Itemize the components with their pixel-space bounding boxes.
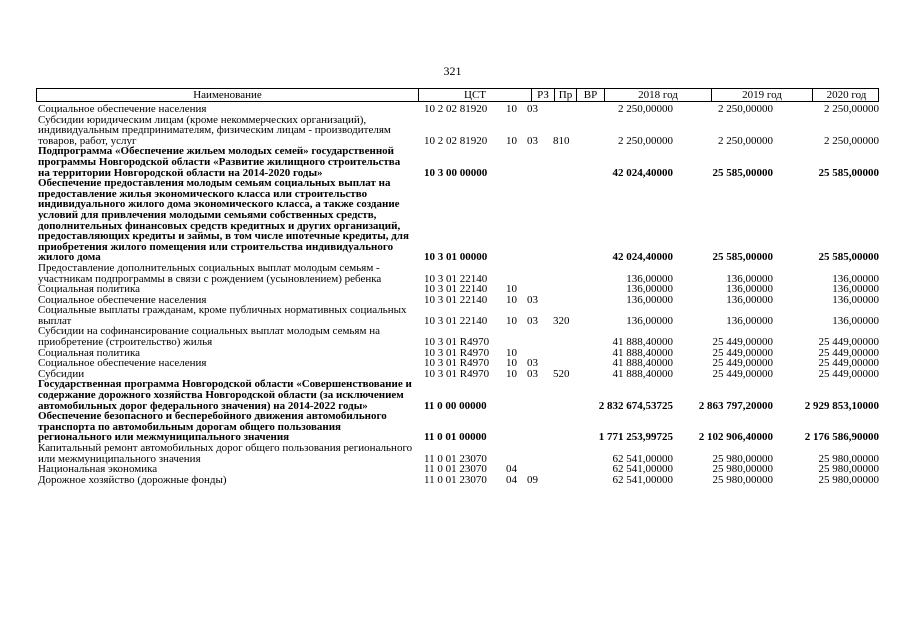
row-rz: 10: [506, 134, 517, 147]
row-2020: 25 449,00000: [818, 367, 879, 380]
row-cst: 10 3 01 R4970: [424, 346, 490, 359]
row-rz: 04: [506, 473, 517, 486]
row-name: Предоставление дополнительных социальных выплат молодым семьям - участникам подпрограммы в связи с рождением (усыновлением) ребенка: [38, 261, 382, 285]
row-2020: 25 449,00000: [818, 336, 879, 349]
row-2019: 25 585,00000: [712, 166, 773, 179]
row-2018: 62 541,00000: [612, 473, 673, 486]
row-rz: 10: [506, 357, 517, 370]
row-2018: 136,00000: [626, 314, 673, 327]
row-2020: 136,00000: [832, 293, 879, 306]
row-2018: 41 888,40000: [612, 336, 673, 349]
row-2019: 2 250,00000: [718, 103, 773, 115]
row-rz: 04: [506, 463, 517, 476]
table-row: [0, 146, 905, 178]
row-rz: 10: [506, 293, 517, 306]
row-2020: 25 980,00000: [818, 473, 879, 486]
table-row: [0, 263, 905, 284]
header-pr: Пр: [555, 89, 577, 101]
header-2018: 2018 год: [605, 89, 712, 101]
row-cst: 10 3 01 00000: [424, 251, 488, 264]
row-name: Государственная программа Новгородской области «Совершенствование и содержание дорожного хозяйства Новгородской области (за исключением автомобильных дорог федерального значения) на 2014-2022 годы»: [38, 378, 412, 412]
row-name: Национальная экономика: [38, 463, 158, 476]
row-2020: 136,00000: [832, 272, 879, 285]
row-cst: 11 0 01 00000: [424, 431, 487, 444]
row-2018: 136,00000: [626, 293, 673, 306]
row-pr: 03: [527, 367, 538, 380]
row-cst: 10 3 01 22140: [424, 283, 488, 296]
row-name: Социальное обеспечение населения: [38, 293, 207, 306]
row-2018: 2 250,00000: [618, 134, 673, 147]
header-2019: 2019 год: [712, 89, 813, 101]
row-2020: 2 176 586,90000: [804, 431, 879, 444]
row-2018: 62 541,00000: [612, 452, 673, 465]
row-cst: 10 3 01 22140: [424, 272, 488, 285]
page-number: 321: [443, 64, 462, 78]
row-2019: 25 449,00000: [712, 336, 773, 349]
table-row: [0, 411, 905, 443]
row-name: Социальные выплаты гражданам, кроме публичных нормативных социальных выплат: [38, 304, 407, 327]
row-2019: 136,00000: [726, 283, 773, 296]
row-name: Капитальный ремонт автомобильных дорог общего пользования регионального или межмуниципального значения: [38, 442, 413, 465]
table-row: [0, 475, 905, 486]
row-2020: 25 585,00000: [818, 251, 879, 264]
row-2020: 2 250,00000: [824, 134, 879, 147]
row-name: Обеспечение предоставления молодым семьям социальных выплат на предоставление жилья экономического класса или строительство индивидуального жилого дома экономического класса, а также создание условий для привлечения молодыми семьями собственных средств, дополнительных финансовых средств кредитных и других организаций, предоставляющих кредиты и займы, в том числе ипотечные кредиты, для приобретения жилого помещения или строительства индивидуального жилого дома: [38, 177, 409, 264]
row-pr: 09: [527, 473, 538, 486]
row-2019: 25 980,00000: [712, 473, 773, 486]
row-2018: 42 024,40000: [612, 251, 673, 264]
row-2018: 62 541,00000: [612, 463, 673, 476]
row-2018: 2 832 674,53725: [598, 399, 673, 412]
row-2019: 136,00000: [726, 314, 773, 327]
row-rz: 10: [506, 283, 517, 296]
table-row: [0, 104, 905, 115]
row-rz: 10: [506, 346, 517, 359]
row-2018: 41 888,40000: [612, 367, 673, 380]
header-vr: ВР: [577, 89, 605, 101]
table-row: [0, 379, 905, 411]
row-2019: 136,00000: [726, 293, 773, 306]
row-cst: 10 3 01 22140: [424, 314, 488, 327]
row-2019: 25 449,00000: [712, 346, 773, 359]
row-2020: 136,00000: [832, 314, 879, 327]
row-2019: 25 980,00000: [712, 452, 773, 465]
row-name: Дорожное хозяйство (дорожные фонды): [38, 473, 227, 486]
row-pr: 03: [527, 357, 538, 370]
row-cst: 10 2 02 81920: [424, 134, 488, 147]
row-2019: 25 980,00000: [712, 463, 773, 476]
row-2018: 2 250,00000: [618, 103, 673, 115]
row-pr: 03: [527, 314, 538, 327]
row-2020: 25 585,00000: [818, 166, 879, 179]
row-rz: 10: [506, 314, 517, 327]
row-2020: 25 980,00000: [818, 452, 879, 465]
row-2020: 25 980,00000: [818, 463, 879, 476]
row-vr: 810: [553, 134, 570, 147]
row-name: Обеспечение безопасного и бесперебойного движения автомобильного транспорта по автомобильным дорогам общего пользования регионального или межмуниципального значения: [38, 410, 387, 444]
row-name: Социальная политика: [38, 283, 141, 296]
row-cst: 11 0 01 23070: [424, 452, 487, 465]
row-2019: 25 585,00000: [712, 251, 773, 264]
row-vr: 320: [553, 314, 570, 327]
row-2020: 136,00000: [832, 283, 879, 296]
table-row: [0, 115, 905, 147]
table-header: [36, 88, 879, 102]
row-rz: 10: [506, 367, 517, 380]
row-cst: 10 3 01 22140: [424, 293, 488, 306]
row-rz: 10: [506, 103, 517, 115]
table-row: [0, 326, 905, 347]
header-2020: 2020 год: [826, 89, 867, 101]
row-cst: 11 0 00 00000: [424, 399, 487, 412]
row-2019: 2 102 906,40000: [698, 431, 773, 444]
header-name: Наименование: [37, 89, 419, 101]
row-2019: 25 449,00000: [712, 357, 773, 370]
row-cst: 10 3 01 R4970: [424, 336, 490, 349]
row-name: Социальная политика: [38, 346, 141, 359]
row-cst: 10 3 01 R4970: [424, 367, 490, 380]
row-2020: 2 250,00000: [824, 103, 879, 115]
row-2018: 1 771 253,99725: [598, 431, 673, 444]
row-2018: 136,00000: [626, 283, 673, 296]
table-row: [0, 443, 905, 464]
row-pr: 03: [527, 103, 538, 115]
row-2018: 42 024,40000: [612, 166, 673, 179]
row-2020: 2 929 853,10000: [804, 399, 879, 412]
table-row: [0, 178, 905, 263]
row-cst: 10 3 00 00000: [424, 166, 488, 179]
row-name: Субсидии на софинансирование социальных выплат молодым семьям на приобретение (строительство) жилья: [38, 325, 380, 349]
row-2020: 25 449,00000: [818, 346, 879, 359]
row-2019: 25 449,00000: [712, 367, 773, 380]
row-cst: 10 3 01 R4970: [424, 357, 490, 370]
row-cst: 11 0 01 23070: [424, 473, 487, 486]
row-name: Подпрограмма «Обеспечение жильем молодых семей» государственной программы Новгородской области «Развитие жилищного строительства на территории Новгородской области на 2014-2020 годы»: [38, 145, 401, 179]
row-2018: 41 888,40000: [612, 357, 673, 370]
row-2018: 41 888,40000: [612, 346, 673, 359]
row-pr: 03: [527, 134, 538, 147]
row-name: Социальное обеспечение населения: [38, 103, 207, 115]
row-name: Субсидии юридическим лицам (кроме некоммерческих организаций), индивидуальным предпринимателям, физическим лицам - производителям товаров, работ, услуг: [38, 113, 391, 147]
row-name: Социальное обеспечение населения: [38, 357, 207, 370]
row-cst: 10 2 02 81920: [424, 103, 488, 115]
row-2020: 25 449,00000: [818, 357, 879, 370]
row-cst: 11 0 01 23070: [424, 463, 487, 476]
table-row: [0, 305, 905, 326]
row-2019: 2 250,00000: [718, 134, 773, 147]
row-pr: 03: [527, 293, 538, 306]
row-2019: 2 863 797,20000: [698, 399, 773, 412]
row-name: Субсидии: [38, 367, 85, 380]
header-rz: РЗ: [532, 89, 555, 101]
row-2018: 136,00000: [626, 272, 673, 285]
header-cst: ЦСТ: [419, 89, 532, 101]
row-vr: 520: [553, 367, 570, 380]
table-body: [0, 104, 905, 485]
row-2019: 136,00000: [726, 272, 773, 285]
